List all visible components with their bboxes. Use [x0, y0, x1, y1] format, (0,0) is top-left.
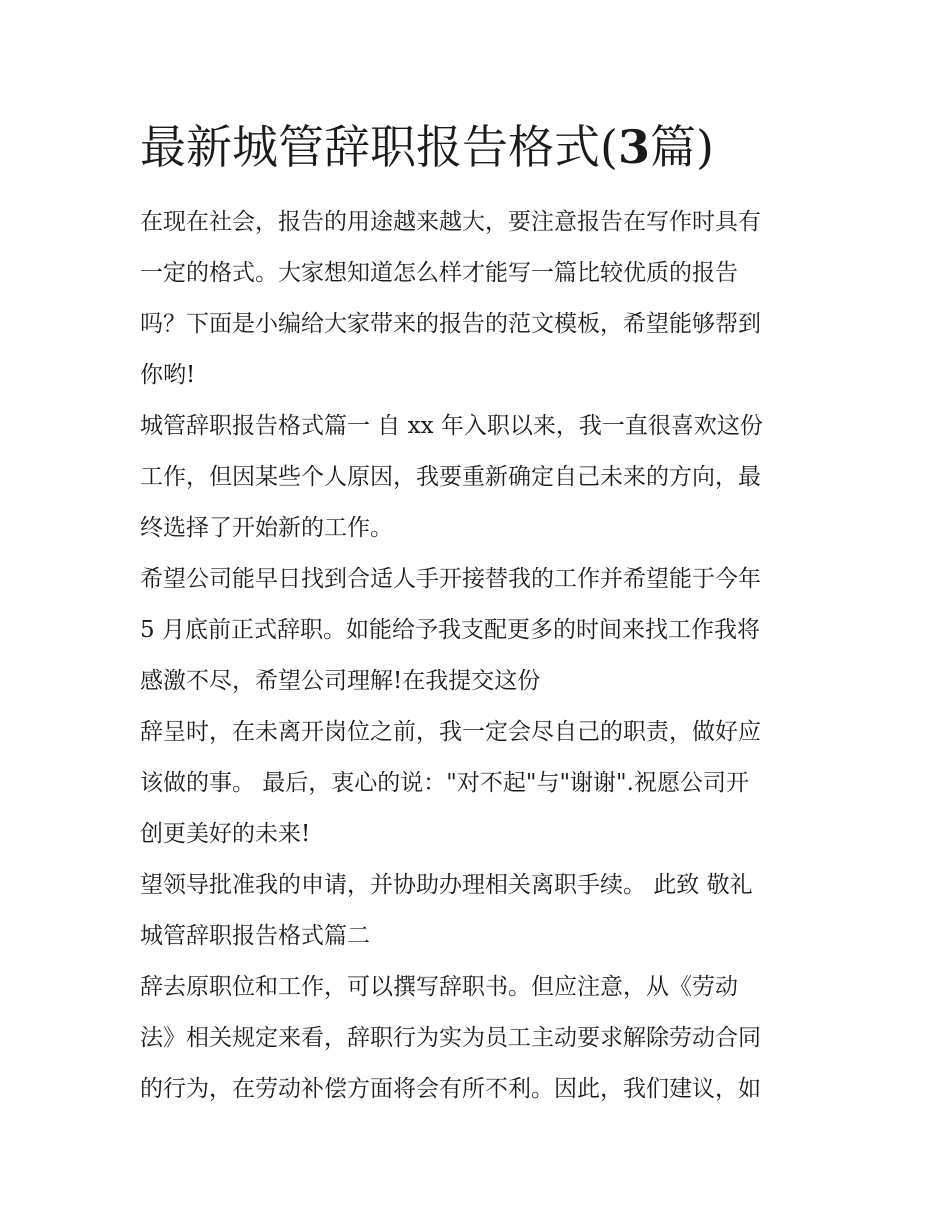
paragraph-line: 感激不尽，希望公司理解!在我提交这份	[140, 668, 541, 694]
paragraph-line: 法》相关规定来看，辞职行为实为员工主动要求解除劳动合同	[140, 1025, 761, 1051]
document-body	[140, 197, 812, 1115]
paragraph-line: 的行为，在劳动补偿方面将会有所不利。因此，我们建议，如	[140, 1076, 761, 1102]
section-heading-two	[140, 911, 812, 962]
paragraph-hope	[140, 554, 812, 707]
paragraph-line: 该做的事。 最后，衷心的说："对不起"与"谢谢".祝愿公司开	[140, 770, 749, 796]
paragraph-line: 辞去原职位和工作，可以撰写辞职书。但应注意，从《劳动	[140, 974, 738, 1000]
document-title	[140, 112, 820, 182]
paragraph-sample-two	[140, 962, 812, 1115]
paragraph-line: 城管辞职报告格式篇二	[140, 923, 370, 949]
title-tail: 篇)	[649, 120, 714, 174]
paragraph-line: 一定的格式。大家想知道怎么样才能写一篇比较优质的报告	[140, 260, 738, 286]
paragraph-resignation	[140, 707, 812, 860]
paragraph-line: 望领导批准我的申请，并协助办理相关离职手续。 此致 敬礼	[140, 872, 753, 898]
paragraph-line: 工作，但因某些个人原因，我要重新确定自己未来的方向，最	[140, 464, 761, 490]
title-main: 最新城管辞职报告格式(	[140, 120, 618, 174]
paragraph-line: 辞呈时，在未离开岗位之前，我一定会尽自己的职责，做好应	[140, 719, 761, 745]
paragraph-line: 5 月底前正式辞职。如能给予我支配更多的时间来找工作我将	[140, 617, 760, 643]
paragraph-line: 你哟!	[140, 362, 196, 388]
paragraph-line: 在现在社会，报告的用途越来越大，要注意报告在写作时具有	[140, 209, 761, 235]
paragraph-closing	[140, 860, 812, 911]
paragraph-line: 创更美好的未来!	[140, 821, 311, 847]
paragraph-line: 吗？下面是小编给大家带来的报告的范文模板，希望能够帮到	[140, 311, 761, 337]
title-number: 3	[617, 120, 650, 174]
paragraph-intro	[140, 197, 812, 401]
paragraph-line: 城管辞职报告格式篇一 自 xx 年入职以来，我一直很喜欢这份	[140, 413, 763, 439]
paragraph-sample-one-opening	[140, 401, 812, 554]
paragraph-line: 终选择了开始新的工作。	[140, 515, 393, 541]
paragraph-line: 希望公司能早日找到合适人手开接替我的工作并希望能于今年	[140, 566, 761, 592]
